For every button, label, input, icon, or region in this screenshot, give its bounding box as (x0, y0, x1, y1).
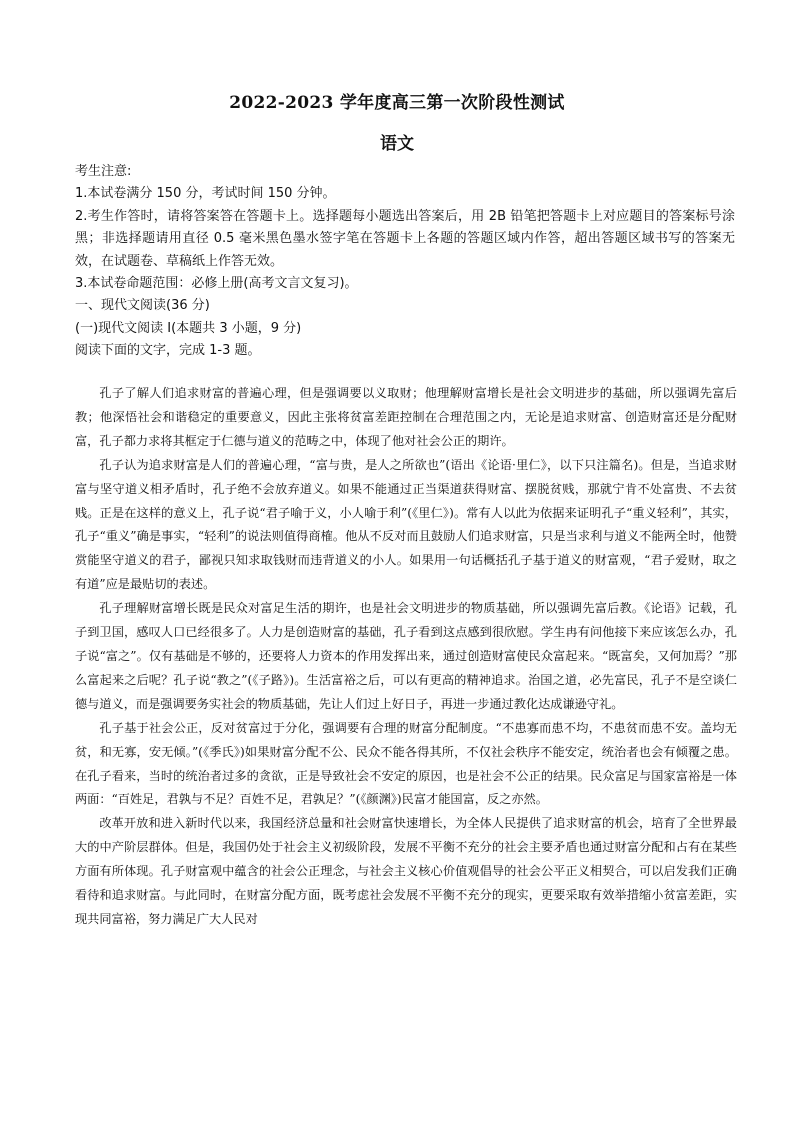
exam-title: 2022-2023 学年度高三第一次阶段性测试 (229, 93, 565, 113)
notes-item: 1.本试卷满分 150 分，考试时间 150 分钟。 (75, 186, 336, 202)
passage-paragraph: 孔子了解人们追求财富的普遍心理，但是强调要以义取财；他理解财富增长是社会文明进步的基础，所以强调先富后教；他深悟社会和谐稳定的重要意义，因此主张将贫富差距控制在合理范围之内，无论是追求财富、创造财富还是分配财富，孔子都力求将其框定于仁德与道义的范畴之中，体现了他对社会公正的期许。 (75, 386, 737, 448)
passage-paragraph: 孔子基于社会公正，反对贫富过于分化，强调要有合理的财富分配制度。“不患寡而患不均，不患贫而患不安。盖均无贫，和无寡，安无倾。”(《季氏》)如果财富分配不公、民众不能各得其所，不仅社会秩序不能安定，统治者也会有倾覆之患。在孔子看来，当时的统治者过多的贪欲，正是导致社会不安定的原因，也是社会不公正的结果。民众富足与国家富裕是一体两面：“百姓足，君孰与不足？百姓不足，君孰足？”(《颜渊》)民富才能国富，反之亦然。 (75, 720, 737, 807)
subject-title: 语文 (380, 134, 414, 154)
notes-heading: 考生注意: (75, 164, 132, 179)
section-heading: 一、现代文阅读(36 分) (75, 298, 210, 314)
exam-notes (75, 161, 735, 363)
passage-paragraph: 孔子理解财富增长既是民众对富足生活的期许，也是社会文明进步的物质基础，所以强调先富后教。《论语》记载，孔子到卫国，感叹人口已经很多了。人力是创造财富的基础，孔子看到这点感到很欣慰。学生冉有问他接下来应该怎么办，孔子说“富之”。仅有基础是不够的，还要将人力资本的作用发挥出来，通过创造财富使民众富起来。“既富矣，又何加焉？”那么富起来之后呢？孔子说“教之”(《子路》)。生活富裕之后，可以有更高的精神追求。治国之道，必先富民，孔子不是空谈仁德与道义，而是强调要务实社会的物质基础，先让人们过上好日子，再进一步通过教化达成谦逊守礼。 (75, 601, 737, 711)
reading-passage (75, 382, 737, 932)
notes-item: 2.考生作答时，请将答案答在答题卡上。选择题每小题选出答案后，用 2B 铅笔把答题卡上对应题目的答案标号涂黑；非选择题请用直径 0.5 毫米黑色墨水签字笔在答题卡上各题的答题区域内作答，超出答题区域书写的答案无效，在试题卷、草稿纸上作答无效。 (75, 208, 735, 269)
subsection-heading: (一)现代文阅读 I(本题共 3 小题，9 分) (75, 320, 302, 336)
reading-instruction: 阅读下面的文字，完成 1-3 题。 (75, 343, 261, 359)
passage-paragraph: 孔子认为追求财富是人们的普遍心理，“富与贵，是人之所欲也”(语出《论语·里仁》，以下只注篇名)。但是，当追求财富与坚守道义相矛盾时，孔子绝不会放弃道义。如果不能通过正当渠道获得财富、摆脱贫贱，那就宁肯不处富贵、不去贫贱。正是在这样的意义上，孔子说“君子喻于义，小人喻于利”(《里仁》)。常有人以此为依据来证明孔子“重义轻利”，其实，孔子“重义”确是事实，“轻利”的说法则值得商榷。他从不反对而且鼓励人们追求财富，只是当求利与道义不能两全时，他赞赏能坚守道义的君子，鄙视只知求取钱财而违背道义的小人。如果用一句话概括孔子基于道义的财富观，“君子爱财，取之有道”应是最贴切的表述。 (75, 457, 737, 592)
notes-item: 3.本试卷命题范围：必修上册(高考文言文复习)。 (75, 276, 358, 292)
passage-paragraph: 改革开放和进入新时代以来，我国经济总量和社会财富快速增长，为全体人民提供了追求财富的机会，培育了全世界最大的中产阶层群体。但是，我国仍处于社会主义初级阶段，发展不平衡不充分的社会主要矛盾也通过财富分配和占有在某些方面有所体现。孔子财富观中蕴含的社会公正理念，与社会主义核心价值观倡导的社会公平正义相契合，可以启发我们正确看待和追求财富。与此同时，在财富分配方面，既考虑社会发展不平衡不充分的现实，更要采取有效举措缩小贫富差距，实现共同富裕，努力满足广大人民对 (75, 816, 737, 926)
